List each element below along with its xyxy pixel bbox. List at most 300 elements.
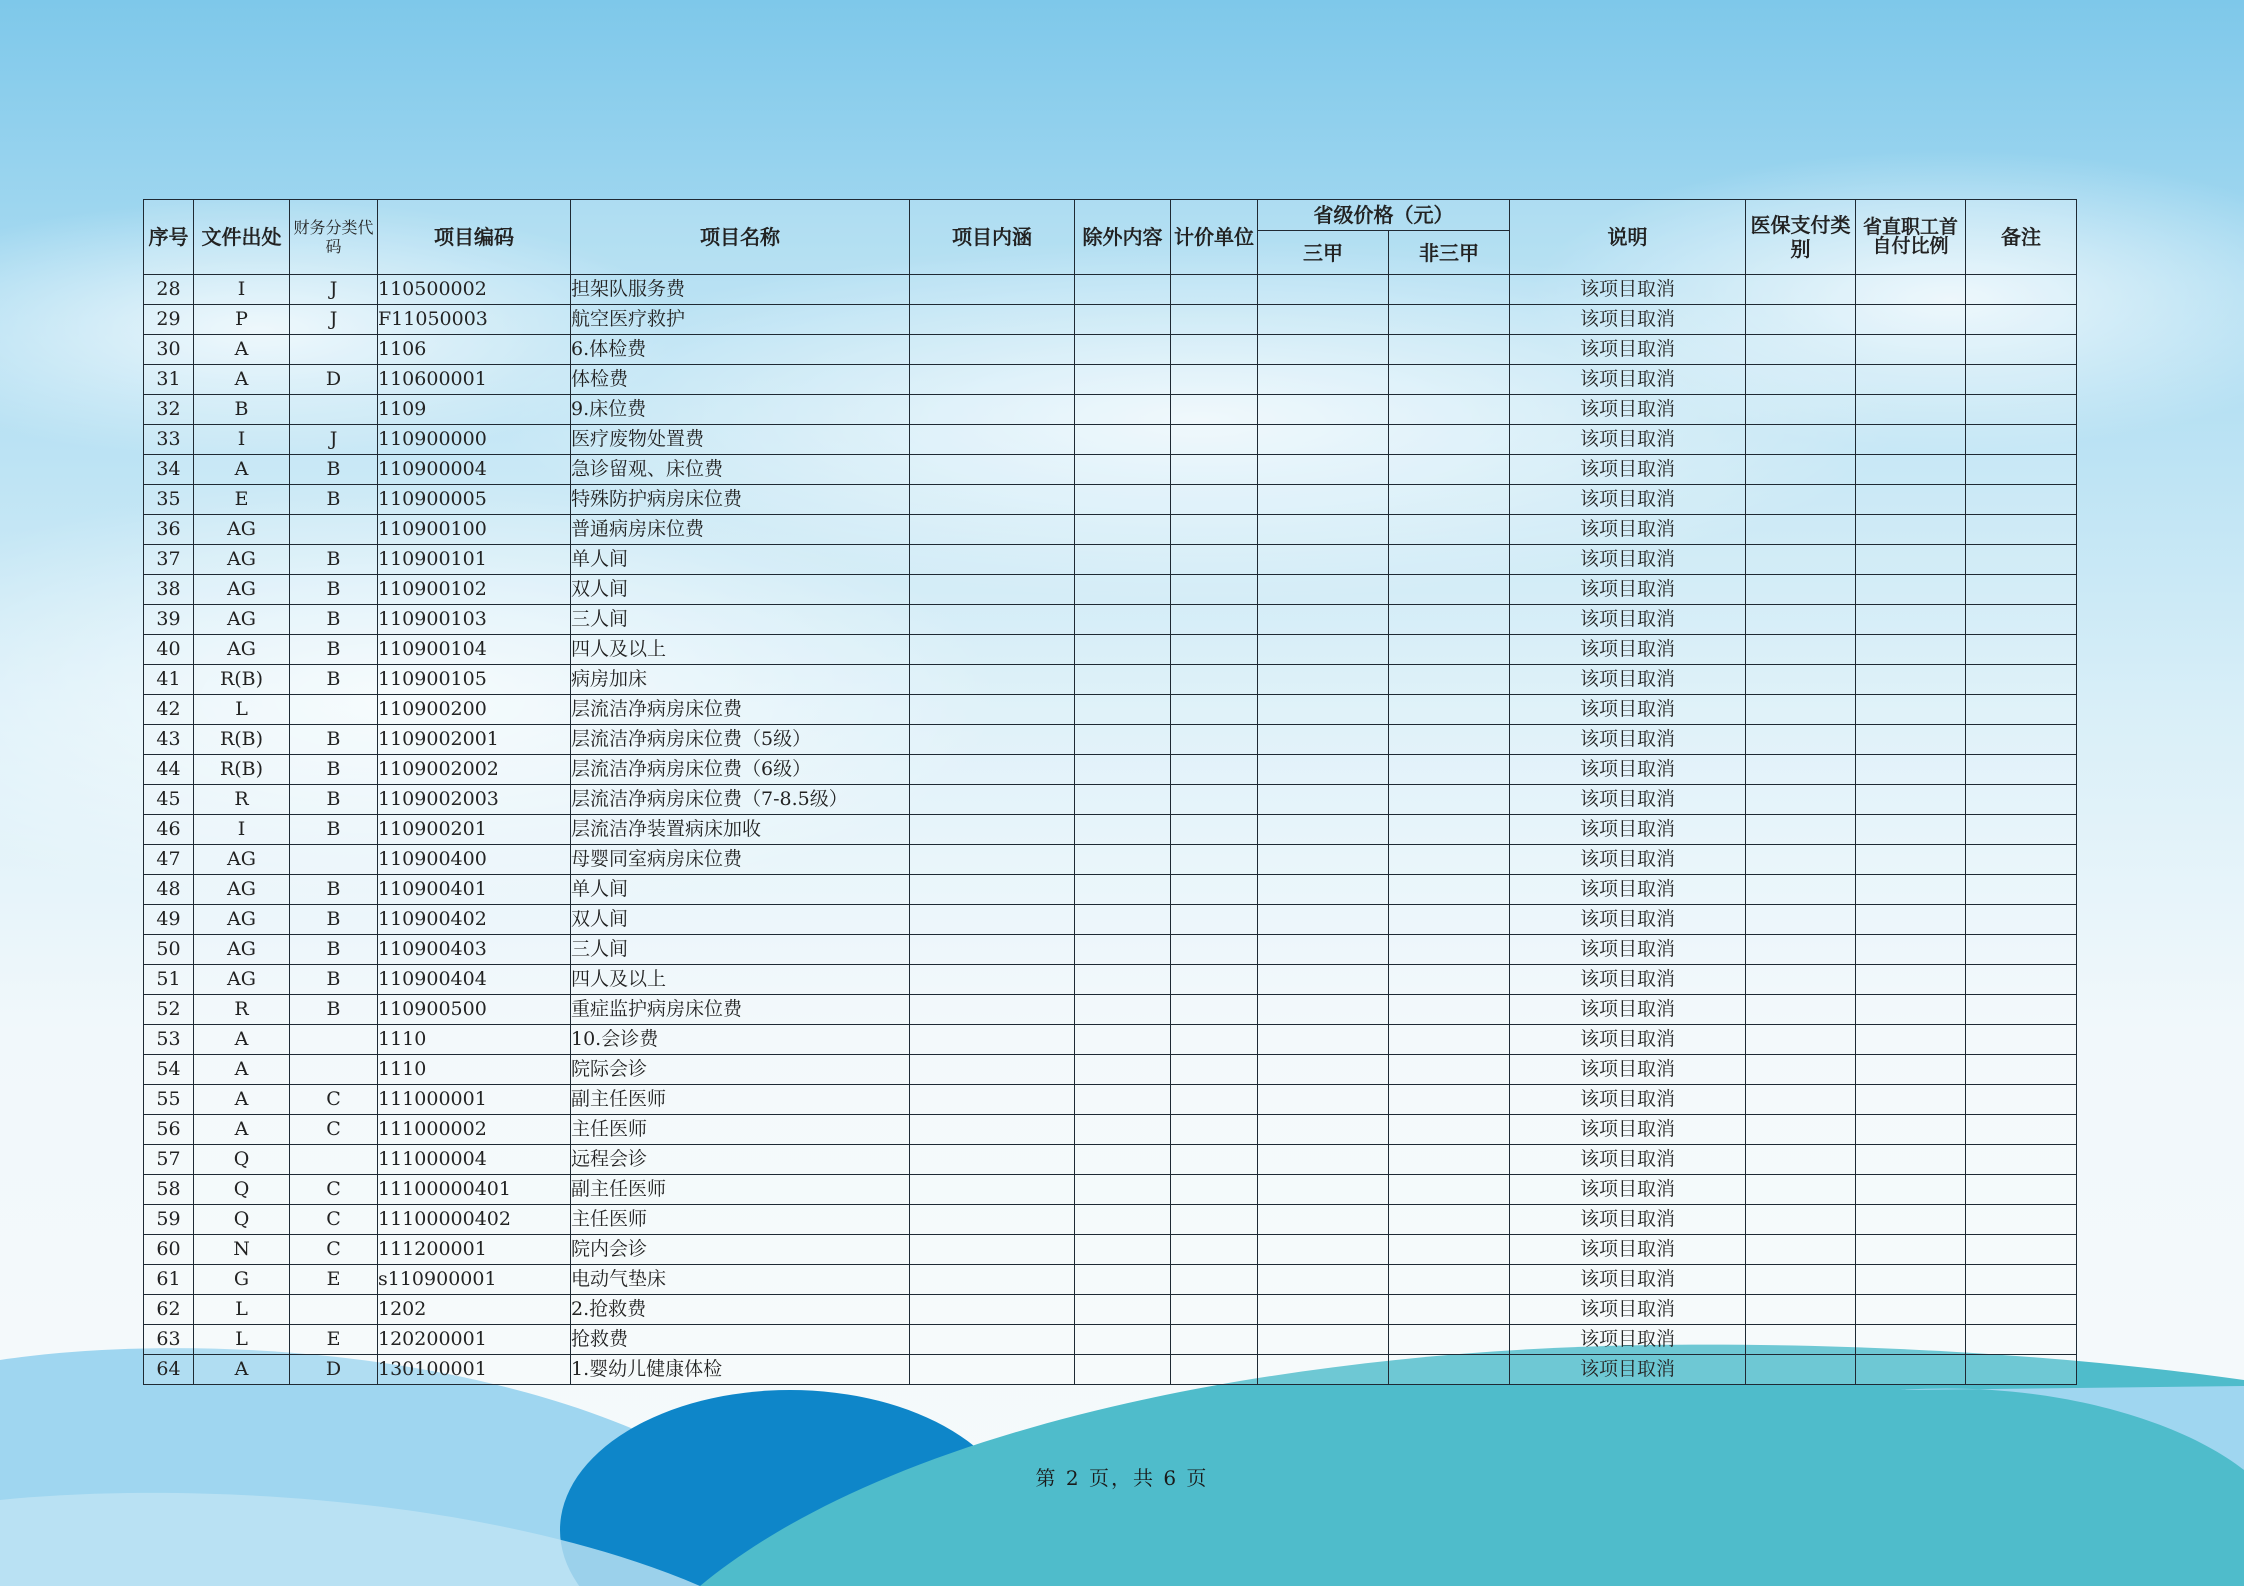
source-cell: R(B) (194, 755, 290, 785)
price-b-cell (1389, 905, 1510, 935)
unit-cell (1171, 935, 1258, 965)
table-row (144, 995, 2077, 1025)
note-cell: 该项目取消 (1510, 665, 1746, 695)
price-b-cell (1389, 1295, 1510, 1325)
item-name-cell: 层流洁净病房床位费 (571, 695, 910, 725)
insurance-cell (1746, 305, 1856, 335)
item-code-cell: 110900402 (378, 905, 571, 935)
seq-cell: 28 (144, 275, 194, 305)
self-pay-cell (1856, 1175, 1966, 1205)
remark-cell (1966, 1175, 2077, 1205)
price-a-cell (1258, 485, 1389, 515)
content-cell (910, 485, 1075, 515)
source-cell: L (194, 1295, 290, 1325)
insurance-cell (1746, 635, 1856, 665)
self-pay-cell (1856, 365, 1966, 395)
insurance-cell (1746, 725, 1856, 755)
item-code-cell: 120200001 (378, 1325, 571, 1355)
table-row (144, 1355, 2077, 1385)
price-b-cell (1389, 545, 1510, 575)
insurance-cell (1746, 1175, 1856, 1205)
table-row (144, 605, 2077, 635)
unit-cell (1171, 755, 1258, 785)
item-name-cell: 双人间 (571, 905, 910, 935)
table-row (144, 395, 2077, 425)
seq-cell: 34 (144, 455, 194, 485)
item-code-cell: 110900104 (378, 635, 571, 665)
self-pay-cell (1856, 1235, 1966, 1265)
remark-cell (1966, 365, 2077, 395)
self-pay-cell (1856, 725, 1966, 755)
source-cell: L (194, 695, 290, 725)
unit-cell (1171, 875, 1258, 905)
unit-cell (1171, 635, 1258, 665)
source-cell: AG (194, 635, 290, 665)
insurance-cell (1746, 1295, 1856, 1325)
insurance-cell (1746, 515, 1856, 545)
exclusion-cell (1075, 395, 1171, 425)
insurance-cell (1746, 905, 1856, 935)
price-a-cell (1258, 545, 1389, 575)
exclusion-cell (1075, 485, 1171, 515)
exclusion-cell (1075, 1115, 1171, 1145)
note-cell: 该项目取消 (1510, 905, 1746, 935)
table-row (144, 1085, 2077, 1115)
item-code-cell: 1109002001 (378, 725, 571, 755)
fin-code-cell: B (290, 995, 378, 1025)
seq-cell: 38 (144, 575, 194, 605)
content-cell (910, 365, 1075, 395)
table-row (144, 815, 2077, 845)
seq-cell: 36 (144, 515, 194, 545)
note-cell: 该项目取消 (1510, 1265, 1746, 1295)
price-b-cell (1389, 425, 1510, 455)
table-row (144, 425, 2077, 455)
price-a-cell (1258, 785, 1389, 815)
exclusion-cell (1075, 575, 1171, 605)
price-a-cell (1258, 1295, 1389, 1325)
content-cell (910, 1295, 1075, 1325)
seq-cell: 63 (144, 1325, 194, 1355)
source-cell: A (194, 1085, 290, 1115)
item-name-cell: 体检费 (571, 365, 910, 395)
content-cell (910, 965, 1075, 995)
table-row (144, 515, 2077, 545)
note-cell: 该项目取消 (1510, 995, 1746, 1025)
price-b-cell (1389, 1145, 1510, 1175)
table-row (144, 1025, 2077, 1055)
item-code-cell: 110900101 (378, 545, 571, 575)
content-cell (910, 545, 1075, 575)
price-b-cell (1389, 485, 1510, 515)
item-name-cell: 四人及以上 (571, 965, 910, 995)
content-cell (910, 275, 1075, 305)
item-name-cell: 6.体检费 (571, 335, 910, 365)
exclusion-cell (1075, 305, 1171, 335)
remark-cell (1966, 335, 2077, 365)
item-name-cell: 双人间 (571, 575, 910, 605)
price-b-cell (1389, 1265, 1510, 1295)
seq-cell: 46 (144, 815, 194, 845)
unit-cell (1171, 395, 1258, 425)
price-b-cell (1389, 275, 1510, 305)
self-pay-cell (1856, 635, 1966, 665)
price-b-cell (1389, 695, 1510, 725)
self-pay-cell (1856, 965, 1966, 995)
unit-cell (1171, 725, 1258, 755)
unit-cell (1171, 455, 1258, 485)
table-row (144, 275, 2077, 305)
exclusion-cell (1075, 905, 1171, 935)
seq-cell: 62 (144, 1295, 194, 1325)
exclusion-cell (1075, 995, 1171, 1025)
note-cell: 该项目取消 (1510, 335, 1746, 365)
note-cell: 该项目取消 (1510, 635, 1746, 665)
price-b-cell (1389, 1025, 1510, 1055)
price-a-cell (1258, 275, 1389, 305)
source-cell: R(B) (194, 665, 290, 695)
insurance-cell (1746, 695, 1856, 725)
fin-code-cell: C (290, 1235, 378, 1265)
exclusion-cell (1075, 1235, 1171, 1265)
source-cell: AG (194, 545, 290, 575)
remark-cell (1966, 1145, 2077, 1175)
self-pay-cell (1856, 605, 1966, 635)
price-b-cell (1389, 365, 1510, 395)
item-code-cell: 110900004 (378, 455, 571, 485)
exclusion-cell (1075, 785, 1171, 815)
source-cell: R (194, 995, 290, 1025)
item-code-cell: 1109002003 (378, 785, 571, 815)
price-a-cell (1258, 695, 1389, 725)
seq-cell: 43 (144, 725, 194, 755)
self-pay-cell (1856, 845, 1966, 875)
price-a-cell (1258, 575, 1389, 605)
remark-cell (1966, 1265, 2077, 1295)
unit-cell (1171, 305, 1258, 335)
table-row (144, 1265, 2077, 1295)
source-cell: AG (194, 575, 290, 605)
col-self-pay: 省直职工首自付比例 (1856, 200, 1966, 275)
seq-cell: 55 (144, 1085, 194, 1115)
price-a-cell (1258, 905, 1389, 935)
exclusion-cell (1075, 365, 1171, 395)
remark-cell (1966, 755, 2077, 785)
price-b-cell (1389, 965, 1510, 995)
table-row (144, 1205, 2077, 1235)
self-pay-cell (1856, 935, 1966, 965)
content-cell (910, 695, 1075, 725)
remark-cell (1966, 785, 2077, 815)
table-row (144, 545, 2077, 575)
item-code-cell: 110900102 (378, 575, 571, 605)
note-cell: 该项目取消 (1510, 1145, 1746, 1175)
remark-cell (1966, 485, 2077, 515)
fin-code-cell: J (290, 305, 378, 335)
table-row (144, 935, 2077, 965)
item-name-cell: 母婴同室病房床位费 (571, 845, 910, 875)
seq-cell: 31 (144, 365, 194, 395)
table-row (144, 665, 2077, 695)
insurance-cell (1746, 785, 1856, 815)
source-cell: I (194, 815, 290, 845)
price-a-cell (1258, 1055, 1389, 1085)
source-cell: P (194, 305, 290, 335)
insurance-cell (1746, 1145, 1856, 1175)
item-name-cell: 副主任医师 (571, 1175, 910, 1205)
exclusion-cell (1075, 605, 1171, 635)
price-a-cell (1258, 1325, 1389, 1355)
fin-code-cell: C (290, 1115, 378, 1145)
price-b-cell (1389, 335, 1510, 365)
exclusion-cell (1075, 335, 1171, 365)
price-a-cell (1258, 635, 1389, 665)
content-cell (910, 605, 1075, 635)
seq-cell: 33 (144, 425, 194, 455)
price-b-cell (1389, 1115, 1510, 1145)
content-cell (910, 575, 1075, 605)
insurance-cell (1746, 395, 1856, 425)
source-cell: L (194, 1325, 290, 1355)
seq-cell: 29 (144, 305, 194, 335)
note-cell: 该项目取消 (1510, 695, 1746, 725)
seq-cell: 35 (144, 485, 194, 515)
fee-table (143, 199, 2077, 1385)
unit-cell (1171, 1355, 1258, 1385)
exclusion-cell (1075, 455, 1171, 485)
seq-cell: 39 (144, 605, 194, 635)
insurance-cell (1746, 335, 1856, 365)
item-name-cell: 单人间 (571, 545, 910, 575)
exclusion-cell (1075, 1145, 1171, 1175)
content-cell (910, 455, 1075, 485)
item-code-cell: F11050003 (378, 305, 571, 335)
content-cell (910, 1115, 1075, 1145)
fin-code-cell (290, 395, 378, 425)
table-row (144, 1145, 2077, 1175)
item-name-cell: 航空医疗救护 (571, 305, 910, 335)
item-code-cell: 110900103 (378, 605, 571, 635)
note-cell: 该项目取消 (1510, 605, 1746, 635)
remark-cell (1966, 1055, 2077, 1085)
col-unit: 计价单位 (1171, 200, 1258, 275)
source-cell: AG (194, 875, 290, 905)
source-cell: E (194, 485, 290, 515)
table-row (144, 965, 2077, 995)
seq-cell: 37 (144, 545, 194, 575)
unit-cell (1171, 605, 1258, 635)
exclusion-cell (1075, 515, 1171, 545)
exclusion-cell (1075, 755, 1171, 785)
table-row (144, 455, 2077, 485)
source-cell: Q (194, 1175, 290, 1205)
note-cell: 该项目取消 (1510, 305, 1746, 335)
item-name-cell: 1.婴幼儿健康体检 (571, 1355, 910, 1385)
remark-cell (1966, 635, 2077, 665)
seq-cell: 40 (144, 635, 194, 665)
exclusion-cell (1075, 875, 1171, 905)
price-a-cell (1258, 395, 1389, 425)
unit-cell (1171, 965, 1258, 995)
item-code-cell: 110900005 (378, 485, 571, 515)
insurance-cell (1746, 1025, 1856, 1055)
source-cell: AG (194, 935, 290, 965)
remark-cell (1966, 1025, 2077, 1055)
unit-cell (1171, 815, 1258, 845)
remark-cell (1966, 515, 2077, 545)
item-code-cell: 110900000 (378, 425, 571, 455)
fin-code-cell (290, 1025, 378, 1055)
unit-cell (1171, 1145, 1258, 1175)
exclusion-cell (1075, 845, 1171, 875)
self-pay-cell (1856, 815, 1966, 845)
unit-cell (1171, 485, 1258, 515)
remark-cell (1966, 995, 2077, 1025)
insurance-cell (1746, 275, 1856, 305)
self-pay-cell (1856, 1115, 1966, 1145)
note-cell: 该项目取消 (1510, 1175, 1746, 1205)
fin-code-cell (290, 1295, 378, 1325)
item-name-cell: 层流洁净病房床位费（5级） (571, 725, 910, 755)
note-cell: 该项目取消 (1510, 395, 1746, 425)
unit-cell (1171, 905, 1258, 935)
remark-cell (1966, 1325, 2077, 1355)
exclusion-cell (1075, 1055, 1171, 1085)
table-row (144, 1295, 2077, 1325)
seq-cell: 32 (144, 395, 194, 425)
remark-cell (1966, 815, 2077, 845)
source-cell: AG (194, 905, 290, 935)
item-name-cell: 院内会诊 (571, 1235, 910, 1265)
content-cell (910, 635, 1075, 665)
exclusion-cell (1075, 1355, 1171, 1385)
source-cell: Q (194, 1145, 290, 1175)
price-b-cell (1389, 995, 1510, 1025)
note-cell: 该项目取消 (1510, 1295, 1746, 1325)
item-name-cell: 层流洁净病房床位费（7-8.5级） (571, 785, 910, 815)
unit-cell (1171, 515, 1258, 545)
insurance-cell (1746, 995, 1856, 1025)
self-pay-cell (1856, 905, 1966, 935)
source-cell: AG (194, 515, 290, 545)
insurance-cell (1746, 1325, 1856, 1355)
price-a-cell (1258, 365, 1389, 395)
exclusion-cell (1075, 815, 1171, 845)
price-b-cell (1389, 1175, 1510, 1205)
remark-cell (1966, 905, 2077, 935)
content-cell (910, 815, 1075, 845)
note-cell: 该项目取消 (1510, 575, 1746, 605)
unit-cell (1171, 425, 1258, 455)
item-code-cell: 110600001 (378, 365, 571, 395)
page-number: 第 2 页，共 6 页 (1035, 1466, 1209, 1490)
source-cell: A (194, 455, 290, 485)
seq-cell: 60 (144, 1235, 194, 1265)
item-code-cell: 1202 (378, 1295, 571, 1325)
item-name-cell: 急诊留观、床位费 (571, 455, 910, 485)
seq-cell: 54 (144, 1055, 194, 1085)
note-cell: 该项目取消 (1510, 875, 1746, 905)
fin-code-cell: J (290, 275, 378, 305)
source-cell: B (194, 395, 290, 425)
self-pay-cell (1856, 875, 1966, 905)
insurance-cell (1746, 815, 1856, 845)
price-a-cell (1258, 515, 1389, 545)
seq-cell: 45 (144, 785, 194, 815)
unit-cell (1171, 1265, 1258, 1295)
self-pay-cell (1856, 455, 1966, 485)
fin-code-cell: B (290, 575, 378, 605)
price-b-cell (1389, 845, 1510, 875)
price-a-cell (1258, 935, 1389, 965)
source-cell: AG (194, 605, 290, 635)
unit-cell (1171, 365, 1258, 395)
note-cell: 该项目取消 (1510, 755, 1746, 785)
seq-cell: 64 (144, 1355, 194, 1385)
item-code-cell: 111000001 (378, 1085, 571, 1115)
content-cell (910, 1055, 1075, 1085)
item-name-cell: 主任医师 (571, 1115, 910, 1145)
exclusion-cell (1075, 1205, 1171, 1235)
seq-cell: 51 (144, 965, 194, 995)
price-b-cell (1389, 1325, 1510, 1355)
self-pay-cell (1856, 1265, 1966, 1295)
source-cell: A (194, 1115, 290, 1145)
remark-cell (1966, 1205, 2077, 1235)
note-cell: 该项目取消 (1510, 485, 1746, 515)
content-cell (910, 305, 1075, 335)
price-b-cell (1389, 635, 1510, 665)
price-a-cell (1258, 965, 1389, 995)
price-b-cell (1389, 785, 1510, 815)
unit-cell (1171, 1025, 1258, 1055)
price-a-cell (1258, 725, 1389, 755)
seq-cell: 41 (144, 665, 194, 695)
content-cell (910, 1145, 1075, 1175)
seq-cell: 50 (144, 935, 194, 965)
table-row (144, 875, 2077, 905)
price-b-cell (1389, 515, 1510, 545)
fin-code-cell: B (290, 965, 378, 995)
self-pay-cell (1856, 425, 1966, 455)
item-code-cell: s110900001 (378, 1265, 571, 1295)
price-b-cell (1389, 305, 1510, 335)
content-cell (910, 725, 1075, 755)
item-name-cell: 抢救费 (571, 1325, 910, 1355)
self-pay-cell (1856, 995, 1966, 1025)
unit-cell (1171, 575, 1258, 605)
source-cell: A (194, 365, 290, 395)
insurance-cell (1746, 545, 1856, 575)
unit-cell (1171, 545, 1258, 575)
seq-cell: 44 (144, 755, 194, 785)
table-row (144, 725, 2077, 755)
note-cell: 该项目取消 (1510, 515, 1746, 545)
price-a-cell (1258, 305, 1389, 335)
insurance-cell (1746, 1115, 1856, 1145)
price-b-cell (1389, 575, 1510, 605)
price-b-cell (1389, 1235, 1510, 1265)
item-name-cell: 担架队服务费 (571, 275, 910, 305)
price-a-cell (1258, 1145, 1389, 1175)
source-cell: A (194, 1055, 290, 1085)
item-name-cell: 院际会诊 (571, 1055, 910, 1085)
content-cell (910, 1355, 1075, 1385)
table-row (144, 785, 2077, 815)
unit-cell (1171, 1235, 1258, 1265)
note-cell: 该项目取消 (1510, 935, 1746, 965)
price-b-cell (1389, 815, 1510, 845)
